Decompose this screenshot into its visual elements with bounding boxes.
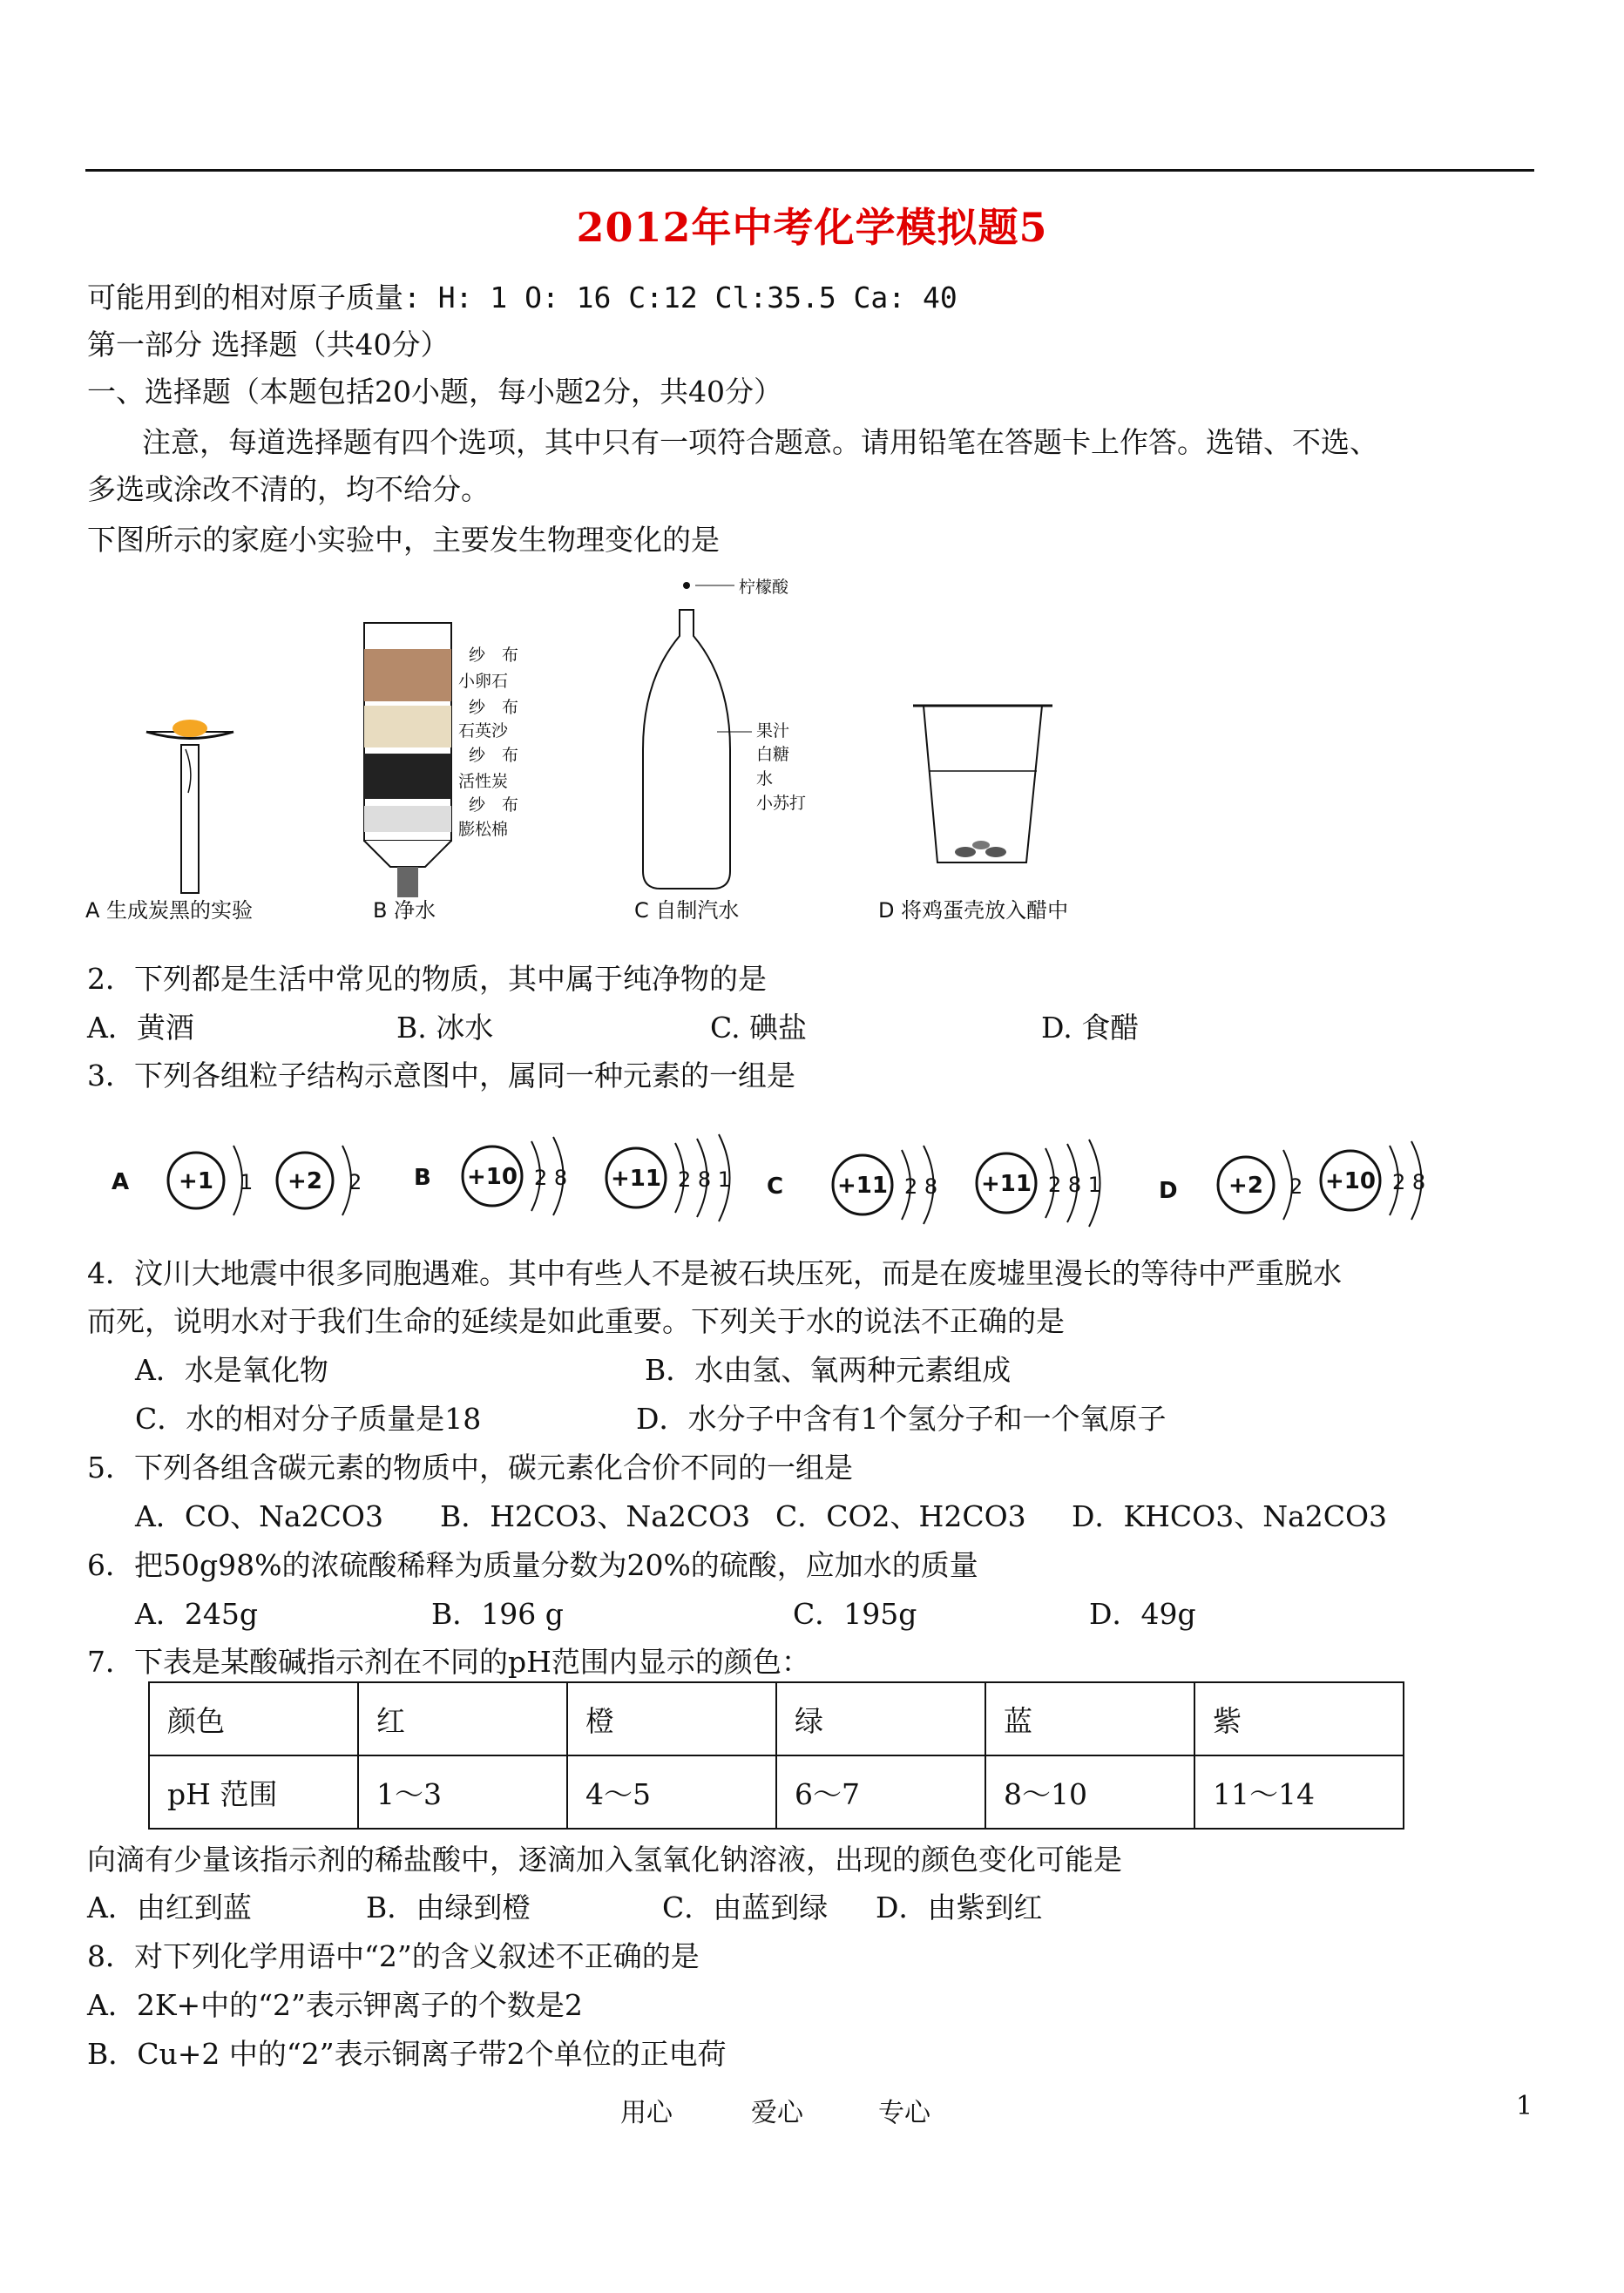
filter-label-4: 石英沙 — [458, 721, 509, 741]
svg-text:+2: +2 — [288, 1168, 322, 1194]
caption-c: C 自制汽水 — [634, 898, 740, 923]
caption-b: B 净水 — [373, 898, 436, 923]
q1-experiment-figure — [85, 575, 1113, 941]
svg-text:+1: +1 — [179, 1168, 213, 1194]
svg-text:2: 2 — [348, 1170, 362, 1194]
page-number: 1 — [1516, 2091, 1533, 2121]
caption-a: A 生成炭黑的实验 — [85, 898, 254, 923]
q4-stem-line-1: 4．汶川大地震中很多同胞遇难。其中有些人不是被石块压死，而是在废墟里漫长的等待中严重脱水 — [87, 1256, 1342, 1290]
q6-stem: 6．把50g98%的浓硫酸稀释为质量分数为20%的硫酸，应加水的质量 — [87, 1548, 978, 1582]
bottle-label-sugar: 白糖 — [756, 745, 790, 764]
filter-label-5: 纱 布 — [469, 746, 519, 765]
ph-color-table — [148, 1681, 1404, 1830]
q4-option-a: A．水是氧化物 — [135, 1353, 328, 1387]
atom-diagram — [1321, 1141, 1425, 1220]
bottle-label-juice: 果汁 — [756, 721, 790, 741]
footer-text-2: 爱心 — [751, 2098, 803, 2128]
filter-label-1: 纱 布 — [469, 646, 519, 665]
filter-label-2: 小卵石 — [458, 672, 509, 691]
q7-option-a: A．由红到蓝 — [87, 1891, 252, 1924]
svg-text:+11: +11 — [981, 1171, 1032, 1197]
table-cell: 8～10 — [985, 1755, 1194, 1829]
svg-text:2 8 1: 2 8 1 — [1048, 1173, 1102, 1197]
beaker-illustration — [913, 706, 1052, 862]
page-title: 2012年中考化学模拟题5 — [576, 204, 1048, 251]
footer-text-3: 专心 — [878, 2098, 930, 2128]
group-label-a: A — [112, 1169, 130, 1195]
q8-option-a: A．2K+中的“2”表示钾离子的个数是2 — [87, 1988, 583, 2022]
svg-text:+11: +11 — [837, 1173, 888, 1199]
q6-option-c: C．195g — [793, 1597, 917, 1631]
header-rule — [85, 169, 1534, 172]
atom-diagram — [606, 1134, 731, 1221]
svg-text:2 8: 2 8 — [534, 1166, 568, 1190]
water-filter-illustration — [364, 623, 451, 897]
table-cell: 紫 — [1194, 1682, 1404, 1755]
svg-text:+2: +2 — [1228, 1173, 1263, 1199]
q4-stem-line-2: 而死，说明水对于我们生命的延续是如此重要。下列关于水的说法不正确的是 — [87, 1304, 1065, 1338]
atom-diagram — [463, 1137, 567, 1215]
q4-option-c: C．水的相对分子质量是18 — [135, 1402, 482, 1436]
svg-text:2 8 1: 2 8 1 — [678, 1167, 732, 1192]
table-cell: 红 — [358, 1682, 567, 1755]
footer-text-1: 用心 — [620, 2098, 673, 2128]
table-row — [149, 1682, 1404, 1755]
filter-label-6: 活性炭 — [458, 772, 509, 791]
svg-text:2 8: 2 8 — [904, 1174, 938, 1199]
q1-stem: 下图所示的家庭小实验中，主要发生物理变化的是 — [87, 523, 720, 557]
atom-diagram — [277, 1146, 362, 1215]
table-cell: 1～3 — [358, 1755, 567, 1829]
instructions-line-2: 多选或涂改不清的，均不给分。 — [87, 472, 490, 506]
q6-option-b: B．196 g — [431, 1597, 564, 1631]
table-cell: 11～14 — [1194, 1755, 1404, 1829]
bottle-label-citric: 柠檬酸 — [739, 578, 789, 597]
filter-label-7: 纱 布 — [469, 795, 519, 815]
q2-option-a: A．黄酒 — [87, 1011, 194, 1045]
q8-stem: 8．对下列化学用语中“2”的含义叙述不正确的是 — [87, 1939, 700, 1973]
q7-option-d: D．由紫到红 — [876, 1891, 1043, 1924]
filter-label-3: 纱 布 — [469, 698, 519, 717]
table-row — [149, 1755, 1404, 1829]
candle-dish-illustration — [146, 720, 233, 893]
svg-text:+10: +10 — [1325, 1168, 1376, 1194]
q2-option-c: C. 碘盐 — [710, 1011, 808, 1045]
q2-option-b: B. 冰水 — [396, 1011, 494, 1045]
svg-text:+10: +10 — [467, 1164, 518, 1190]
svg-text:+11: +11 — [611, 1166, 661, 1192]
group-label-b: B — [414, 1165, 431, 1191]
atomic-masses: 可能用到的相对原子质量: H: 1 O: 16 C:12 Cl:35.5 Ca: 40 — [87, 281, 957, 315]
q4-option-b: B．水由氢、氧两种元素组成 — [645, 1353, 1012, 1387]
table-cell: 橙 — [567, 1682, 776, 1755]
soda-bottle-illustration — [643, 582, 752, 889]
bottle-label-baking-soda: 小苏打 — [756, 794, 807, 813]
q5-option-a: A．CO、Na2CO3 — [135, 1499, 383, 1533]
q4-option-d: D．水分子中含有1个氢分子和一个氧原子 — [636, 1402, 1167, 1436]
part-title: 第一部分 选择题（共40分） — [87, 328, 450, 362]
table-cell: 6～7 — [776, 1755, 985, 1829]
q5-option-b: B．H2CO3、Na2CO3 — [440, 1499, 751, 1533]
q7-follow-up: 向滴有少量该指示剂的稀盐酸中，逐滴加入氢氧化钠溶液，出现的颜色变化可能是 — [87, 1843, 1122, 1877]
section-title: 一、选择题（本题包括20小题，每小题2分，共40分） — [87, 375, 782, 409]
svg-text:1: 1 — [240, 1170, 254, 1194]
atom-diagram — [833, 1146, 937, 1224]
instructions-line-1: 注意，每道选择题有四个选项，其中只有一项符合题意。请用铅笔在答题卡上作答。选错、不选、 — [142, 425, 1378, 459]
q3-stem: 3．下列各组粒子结构示意图中，属同一种元素的一组是 — [87, 1059, 795, 1092]
group-label-d: D — [1159, 1178, 1178, 1204]
q7-stem: 7．下表是某酸碱指示剂在不同的pH范围内显示的颜色： — [87, 1645, 810, 1679]
table-cell: pH 范围 — [149, 1755, 358, 1829]
filter-label-8: 膨松棉 — [458, 820, 509, 839]
q6-option-d: D．49g — [1089, 1597, 1196, 1631]
group-label-c: C — [767, 1174, 784, 1200]
atom-diagram — [977, 1140, 1101, 1227]
table-cell: 颜色 — [149, 1682, 358, 1755]
caption-d: D 将鸡蛋壳放入醋中 — [878, 898, 1069, 923]
q2-option-d: D. 食醋 — [1041, 1011, 1140, 1045]
q5-option-d: D．KHCO3、Na2CO3 — [1072, 1499, 1388, 1533]
q5-option-c: C．CO2、H2CO3 — [775, 1499, 1026, 1533]
q5-stem: 5．下列各组含碳元素的物质中，碳元素化合价不同的一组是 — [87, 1451, 853, 1485]
q6-option-a: A．245g — [135, 1597, 258, 1631]
atom-diagram — [1218, 1150, 1303, 1220]
q2-stem: 2．下列都是生活中常见的物质，其中属于纯净物的是 — [87, 962, 767, 996]
bottle-label-water: 水 — [756, 769, 774, 788]
atom-diagram — [168, 1146, 253, 1215]
svg-text:2: 2 — [1289, 1174, 1303, 1199]
table-cell: 绿 — [776, 1682, 985, 1755]
q8-option-b: B．Cu+2 中的“2”表示铜离子带2个单位的正电荷 — [87, 2037, 727, 2071]
q7-option-c: C．由蓝到绿 — [662, 1891, 829, 1924]
svg-text:2 8: 2 8 — [1392, 1170, 1426, 1194]
q3-atom-diagrams — [96, 1124, 1455, 1237]
table-cell: 蓝 — [985, 1682, 1194, 1755]
table-cell: 4～5 — [567, 1755, 776, 1829]
q7-option-b: B．由绿到橙 — [366, 1891, 531, 1924]
